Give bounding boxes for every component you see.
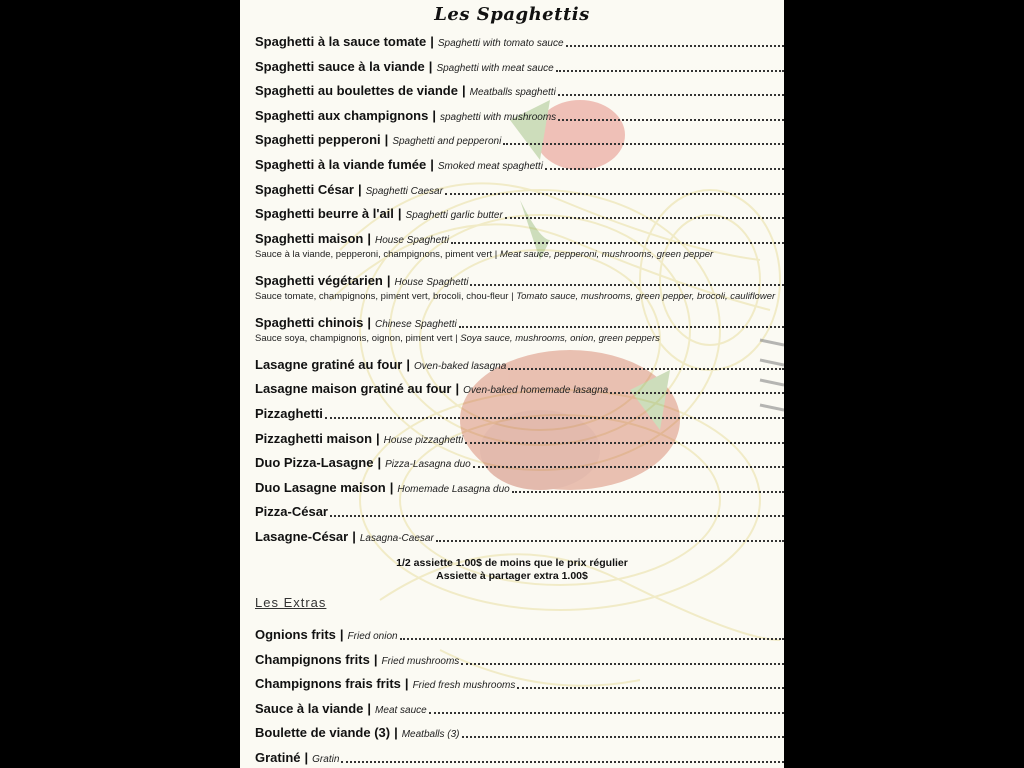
- item-name-fr: Duo Lasagne maison: [255, 479, 386, 495]
- dot-leader: [462, 736, 784, 738]
- menu-item: [255, 32, 784, 57]
- dot-leader: [451, 242, 784, 244]
- separator: |: [455, 381, 460, 397]
- extra-item: [255, 674, 784, 699]
- dot-leader: [330, 515, 784, 517]
- extras-list: [255, 625, 784, 768]
- item-name-fr: Spaghetti César: [255, 181, 354, 197]
- separator: |: [430, 34, 434, 49]
- item-name-fr: Champignons frais frits: [255, 676, 401, 692]
- item-name-en: spaghetti with mushrooms: [440, 111, 557, 123]
- extra-item: [255, 699, 784, 724]
- dot-leader: [508, 368, 784, 370]
- item-name-en: Gratin: [312, 753, 340, 765]
- dot-leader: [610, 392, 784, 394]
- item-desc-fr: Sauce soya, champignons, oignon, piment vert: [255, 332, 453, 344]
- menu-item: [255, 527, 784, 552]
- menu-item: [255, 355, 784, 380]
- extra-item: [255, 748, 784, 768]
- item-name-fr: Pizza-César: [255, 504, 328, 520]
- menu-item: [255, 106, 784, 131]
- item-desc-fr: Sauce tomate, champignons, piment vert, brocoli, chou-fleur: [255, 290, 509, 302]
- menu-item: [255, 155, 784, 180]
- separator: |: [430, 156, 434, 172]
- item-desc-en: Meat sauce, pepperoni, mushrooms, green pepper: [499, 248, 714, 260]
- dot-leader: [341, 761, 784, 763]
- spaghetti-list: [255, 32, 784, 552]
- item-name-en: Oven-baked lasagna: [414, 360, 507, 372]
- menu-item: [255, 478, 784, 503]
- separator: |: [339, 627, 344, 642]
- item-name-fr: Pizzaghetti: [255, 405, 323, 421]
- dot-leader: [470, 284, 784, 286]
- item-name-fr: Ognions frits: [255, 627, 336, 642]
- item-name-en: Meatballs spaghetti: [469, 87, 556, 99]
- dot-leader: [325, 417, 784, 419]
- menu-item: [255, 404, 784, 429]
- item-name-fr: Spaghetti maison: [255, 230, 364, 246]
- item-description: Sauce à la viande, pepperoni, champignons, piment vert | Meat sauce, pepperoni, mushrooms, green pepper: [255, 248, 714, 260]
- separator: |: [406, 356, 411, 372]
- item-name-en: Spaghetti with tomato sauce: [437, 38, 564, 49]
- dot-leader: [461, 663, 784, 665]
- extra-item: [255, 723, 784, 748]
- item-name-fr: Spaghetti à la sauce tomate: [255, 34, 427, 49]
- item-name-fr: Lasagne-César: [255, 528, 349, 544]
- item-name-en: Smoked meat spaghetti: [437, 160, 543, 172]
- note-line-1: 1/2 assiette 1.00$ de moins que le prix régulier: [396, 557, 628, 569]
- item-name-en: Spaghetti with meat sauce: [436, 62, 554, 74]
- item-name-fr: Champignons frits: [255, 651, 370, 667]
- menu-page: [240, 0, 784, 768]
- menu-item: [255, 502, 784, 527]
- separator: |: [304, 749, 309, 765]
- item-name-fr: Lasagne maison gratiné au four: [255, 381, 452, 397]
- item-desc-en: Tomato sauce, mushrooms, green pepper, brocoli, cauliflower: [516, 290, 776, 302]
- separator: |: [432, 107, 436, 123]
- separator: |: [367, 700, 372, 716]
- separator: |: [394, 725, 398, 741]
- separator: |: [376, 430, 380, 446]
- separator: |: [461, 83, 466, 99]
- dot-leader: [505, 217, 784, 219]
- extra-item: [255, 625, 784, 650]
- menu-item: [255, 57, 784, 82]
- separator: |: [428, 58, 433, 74]
- separator: |: [357, 181, 362, 197]
- item-name-en: Spaghetti garlic butter: [405, 210, 503, 222]
- half-plate-note: [240, 557, 784, 583]
- menu-item: [255, 429, 784, 454]
- item-name-fr: Pizzaghetti maison: [255, 430, 373, 446]
- menu-item: [255, 81, 784, 106]
- separator: |: [373, 651, 378, 667]
- dot-leader: [517, 687, 784, 689]
- separator: |: [377, 455, 382, 471]
- dot-leader: [558, 94, 784, 96]
- menu-item: [255, 453, 784, 478]
- separator: |: [384, 132, 389, 148]
- item-name-en: Homemade Lasagna duo: [397, 483, 510, 495]
- separator: |: [367, 230, 371, 246]
- item-name-en: Pizza-Lasagna duo: [385, 459, 471, 471]
- separator: |: [397, 206, 402, 222]
- dot-leader: [558, 119, 784, 121]
- item-name-en: Chinese Spaghetti: [374, 318, 457, 330]
- item-name-fr: Spaghetti pepperoni: [255, 132, 381, 148]
- item-desc-en: Soya sauce, mushrooms, onion, green peppers: [460, 332, 660, 344]
- note-line-2: Assiette à partager extra 1.00$: [436, 570, 588, 582]
- dot-leader: [566, 45, 784, 47]
- menu-item: [255, 379, 784, 404]
- item-name-en: Fried fresh mushrooms: [412, 680, 516, 692]
- separator: |: [367, 314, 371, 330]
- item-name-en: Meat sauce: [375, 704, 427, 716]
- item-description: Sauce soya, champignons, oignon, piment vert | Soya sauce, mushrooms, onion, green peppers: [255, 332, 660, 344]
- item-name-fr: Spaghetti végétarien: [255, 272, 383, 288]
- menu-item: [255, 229, 784, 271]
- item-name-en: Fried onion: [347, 631, 398, 642]
- item-name-fr: Duo Pizza-Lasagne: [255, 455, 374, 471]
- dot-leader: [512, 491, 784, 493]
- item-name-fr: Spaghetti chinois: [255, 314, 364, 330]
- item-name-fr: Spaghetti à la viande fumée: [255, 156, 427, 172]
- dot-leader: [459, 326, 784, 328]
- item-name-en: Lasagna-Caesar: [359, 532, 434, 544]
- item-name-fr: Spaghetti aux champignons: [255, 107, 429, 123]
- item-name-en: Meatballs (3): [401, 729, 460, 741]
- menu-item: [255, 130, 784, 155]
- item-description: Sauce tomate, champignons, piment vert, brocoli, chou-fleur | Tomato sauce, mushrooms, green pepper, brocoli, cauliflower: [255, 290, 776, 302]
- menu-item: [255, 204, 784, 229]
- item-name-en: Spaghetti Caesar: [365, 185, 443, 197]
- separator: |: [386, 272, 391, 288]
- dot-leader: [400, 638, 784, 640]
- item-name-en: House Spaghetti: [375, 234, 449, 246]
- dot-leader: [473, 466, 784, 468]
- dot-leader: [503, 143, 784, 145]
- item-name-fr: Lasagne gratiné au four: [255, 356, 403, 372]
- menu-item: [255, 180, 784, 205]
- item-name-en: House pizzaghetti: [383, 434, 464, 446]
- menu-item: [255, 313, 784, 355]
- separator: |: [404, 676, 409, 692]
- dot-leader: [465, 442, 784, 444]
- item-name-fr: Spaghetti beurre à l'ail: [255, 206, 394, 222]
- menu-item: [255, 271, 784, 313]
- extras-heading: Les Extras: [255, 595, 327, 610]
- dot-leader: [545, 168, 784, 170]
- dot-leader: [436, 540, 784, 542]
- item-name-fr: Gratiné: [255, 749, 301, 765]
- extra-item: [255, 650, 784, 675]
- item-name-en: Fried mushrooms: [381, 655, 460, 667]
- item-desc-fr: Sauce à la viande, pepperoni, champignons, piment vert: [255, 248, 493, 260]
- item-name-en: Oven-baked homemade lasagna: [463, 385, 609, 397]
- item-name-fr: Spaghetti sauce à la viande: [255, 58, 425, 74]
- separator: |: [352, 528, 356, 544]
- item-name-fr: Boulette de viande (3): [255, 725, 391, 741]
- item-name-fr: Sauce à la viande: [255, 700, 364, 716]
- dot-leader: [429, 712, 784, 714]
- item-name-en: House Spaghetti: [394, 276, 469, 288]
- dot-leader: [556, 70, 784, 72]
- separator: |: [389, 479, 394, 495]
- menu-title: Les Spaghettis: [434, 4, 590, 25]
- item-name-en: Spaghetti and pepperoni: [392, 136, 502, 148]
- dot-leader: [445, 193, 784, 195]
- item-name-fr: Spaghetti au boulettes de viande: [255, 83, 458, 99]
